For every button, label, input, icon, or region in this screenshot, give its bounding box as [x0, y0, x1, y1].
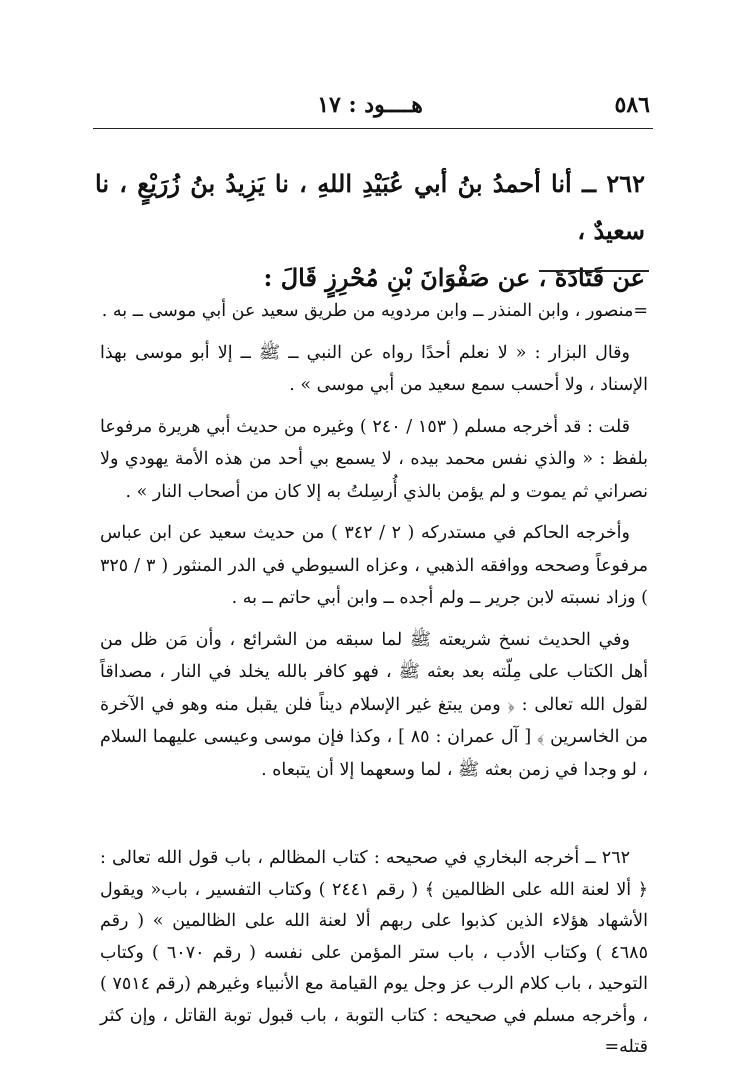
footnote-paragraph-1: =منصور ، وابن المنذر ــ وابن مردويه من طريق سعيد عن أبي موسى ــ به . — [101, 301, 648, 321]
footnote-262-text: ٢٦٢ ــ أخرجه البخاري في صحيحه : كتاب المظالم ، باب قول الله تعالى : ﴿ ألا لعنة الله على الظالمين ﴾ ( رقم ٢٤٤١ ) وكتاب التفسير ، باب« ويقول الأشهاد هؤلاء الذين كذبوا على ربهم ألا لعنة الله على الظالمين » ( رقم ٤٦٨٥ ) وكتاب الأدب ، باب ستر المؤمن على نفسه ( رقم ٦٠٧٠ ) وكتاب التوحيد ، باب كلام الرب عز وجل يوم القيامة مع الأنبياء وغيرهم (رقم ٧٥١٤ ) ، وأخرجه مسلم في صحيحه : كتاب التوبة ، باب قبول توبة القاتل ، وإن كثر قتله= — [100, 848, 648, 1057]
header-divider — [93, 128, 653, 129]
hadith-text — [95, 160, 645, 301]
footnote-paragraph-2: وقال البزار : « لا نعلم أحدًا رواه عن النبي ــ ﷺ ــ إلا أبو موسى بهذا الإسناد ، ولا أحسب سمع سعيد من أبي موسى » . — [100, 342, 648, 395]
footnote-paragraph-5: وفي الحديث نسخ شريعته ﷺ لما سبقه من الشرائع ، وأن مَن ظل من أهل الكتاب على مِلّته بعد بعثه ﷺ ، فهو كافر بالله يخلد في النار ، مصداقاً لقول الله تعالى : ﴿ ومن يبتغ غير الإسلام ديناً فلن يقبل منه وهو في الآخرة من الخاسرين ﴾ [ آل عمران : ٨٥ ] ، وكذا فإن موسى وعيسى عليهما السلام ، لو وجدا في زمن بعثه ﷺ ، لما وسعهما إلا أن يتبعاه . — [100, 629, 648, 780]
page-number: ٥٨٦ — [614, 92, 650, 118]
running-title: هــــود : ١٧ — [317, 92, 423, 118]
hadith-line-2: عن قَتَادَةَ ، عن صَفْوَانَ بْنِ مُحْرِزٍ قَالَ : — [263, 263, 645, 292]
footnote-262 — [100, 843, 648, 1064]
footnotes-section — [100, 295, 648, 795]
footnote-paragraph-3: قلت : قد أخرجه مسلم ( ١٥٣ / ٢٤٠ ) وغيره من حديث أبي هريرة مرفوعا بلفظ : « والذي نفس محمد بيده ، لا يسمع بي أحد من هذه الأمة يهودي ولا نصراني ثم يموت و لم يؤمن بالذي أُرسِلتُ به إلا كان من أصحاب النار » . — [100, 416, 648, 502]
footnote-paragraph-4: وأخرجه الحاكم في مستدركه ( ٢ / ٣٤٢ ) من حديث سعيد عن ابن عباس مرفوعاً وصححه ووافقه الذهبي ، وعزاه السيوطي في الدر المنثور ( ٣ / ٣٢٥ ) وزاد نسبته لابن جرير ــ ولم أجده ــ وابن أبي حاتم ــ به . — [100, 523, 648, 608]
hadith-line-1: ٢٦٢ ــ أنا أحمدُ بنُ أبي عُبَيْدِ اللهِ ، نا يَزِيدُ بنُ زُرَيْعٍ ، نا سعيدٌ ، — [95, 169, 645, 245]
page-header — [90, 92, 650, 122]
footnote-separator — [539, 270, 649, 272]
